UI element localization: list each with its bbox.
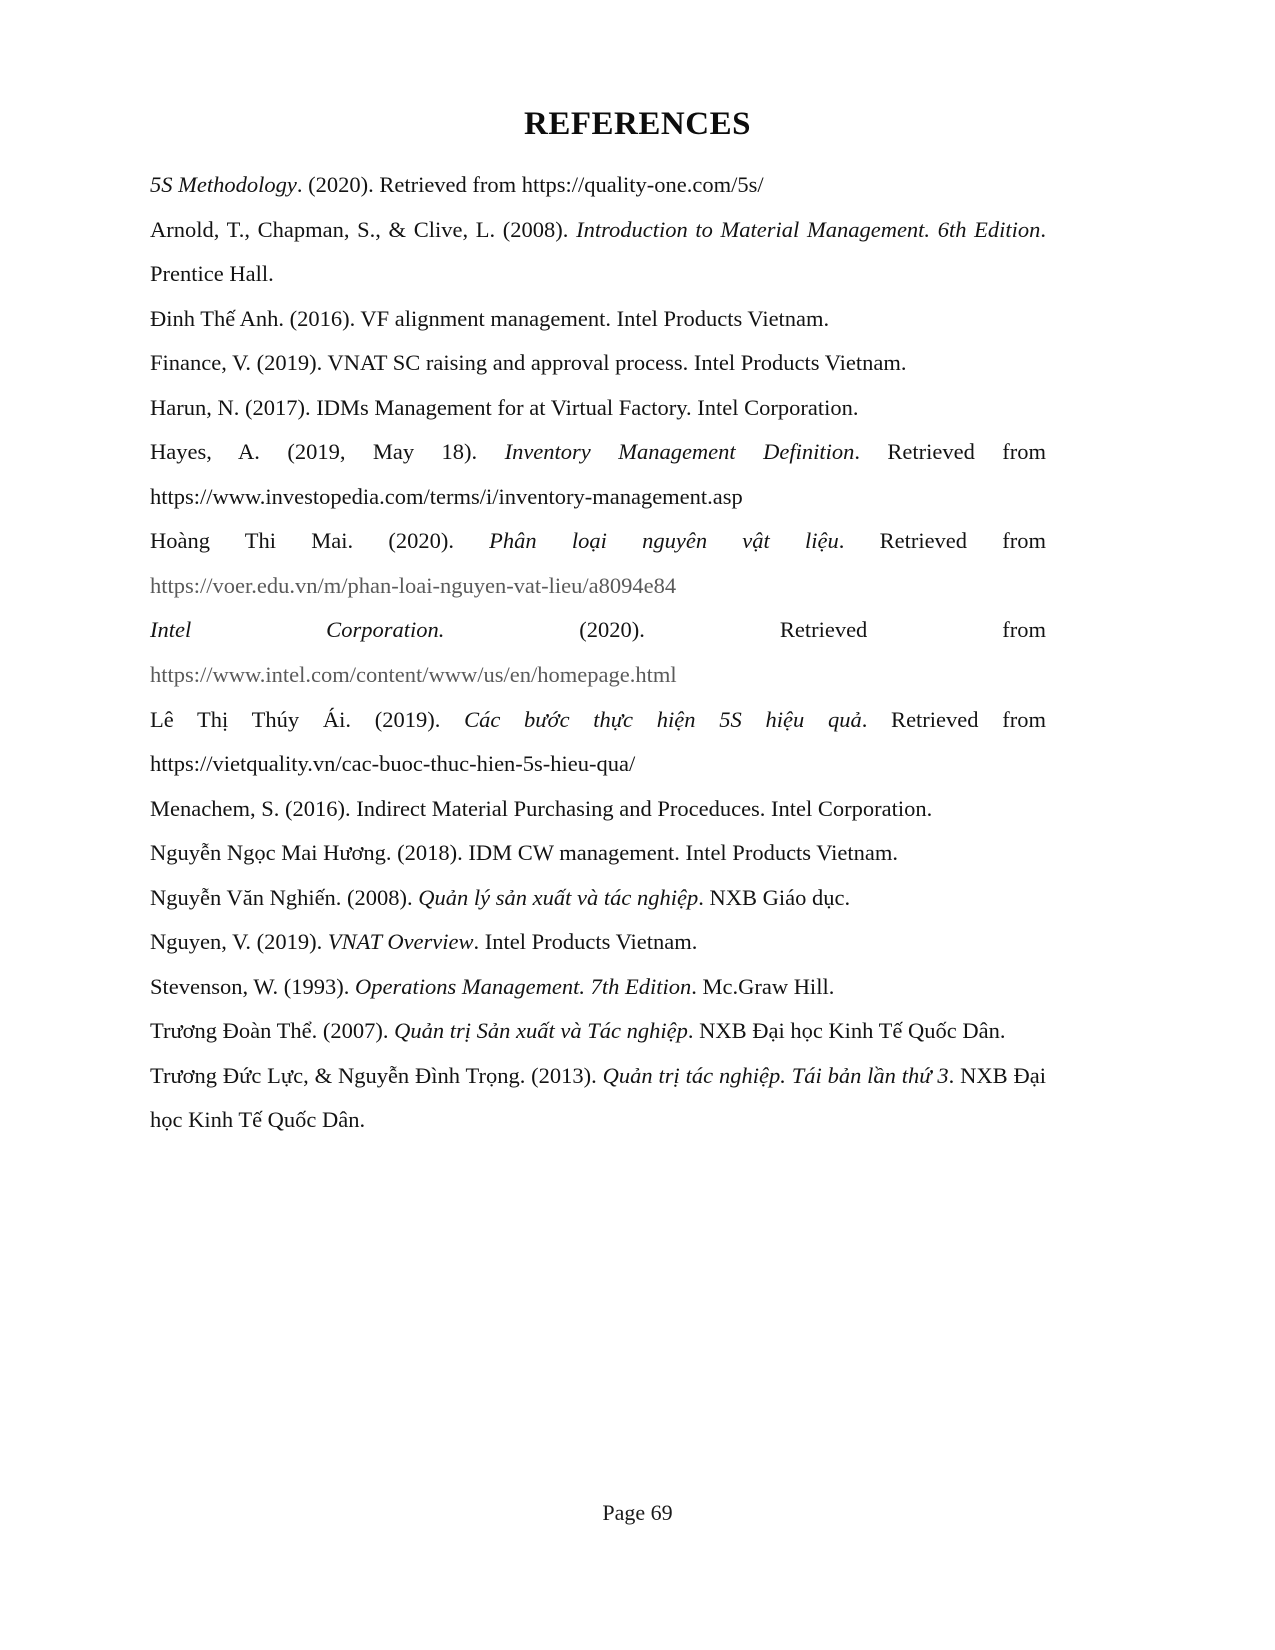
reference-entry bbox=[150, 163, 1046, 208]
reference-entry bbox=[150, 519, 1046, 564]
reference-text: Arnold, T., Chapman, S., & Clive, L. (2008). bbox=[150, 216, 577, 242]
reference-text: Stevenson, W. (1993). bbox=[150, 973, 355, 999]
reference-url[interactable] bbox=[150, 564, 1046, 609]
reference-text: . NXB Đại học Kinh Tế Quốc Dân. bbox=[150, 1062, 1047, 1133]
reference-text: . NXB Đại học Kinh Tế Quốc Dân. bbox=[687, 1018, 1006, 1044]
reference-text: . NXB Giáo dục. bbox=[698, 884, 851, 910]
reference-entry bbox=[150, 698, 1046, 743]
reference-text: (2020). Retrieved from bbox=[444, 617, 1046, 643]
reference-entry bbox=[150, 965, 1046, 1010]
reference-text: . Prentice Hall. bbox=[150, 216, 1047, 287]
reference-entry bbox=[150, 1009, 1046, 1054]
reference-entry bbox=[150, 1054, 1046, 1143]
reference-title-italic: Các bước thực hiện 5S hiệu quả bbox=[464, 706, 862, 732]
reference-entry bbox=[150, 208, 1046, 297]
reference-text: Nguyễn Ngọc Mai Hương. (2018). IDM CW management. Intel Products Vietnam. bbox=[150, 840, 899, 866]
reference-text: . (2020). Retrieved from https://quality-one.com/5s/ bbox=[296, 172, 764, 197]
reference-text: Nguyen, V. (2019). bbox=[150, 929, 328, 955]
reference-title-italic: Quản lý sản xuất và tác nghiệp bbox=[418, 884, 699, 910]
reference-text: Hayes, A. (2019, May 18). bbox=[150, 439, 505, 465]
reference-text: Nguyễn Văn Nghiến. (2008). bbox=[150, 884, 419, 910]
reference-entry bbox=[150, 787, 1046, 832]
reference-entry bbox=[150, 386, 1046, 431]
reference-text: . Retrieved from bbox=[838, 528, 1046, 554]
reference-title-italic: Phân loại nguyên vật liệu bbox=[489, 528, 839, 554]
reference-title-italic: Quản trị tác nghiệp. Tái bản lần thứ 3 bbox=[602, 1062, 949, 1088]
reference-title-italic: 5S Methodology bbox=[150, 172, 297, 197]
reference-text: Lê Thị Thúy Ái. (2019). bbox=[150, 706, 465, 732]
reference-title-italic: Intel Corporation. bbox=[150, 617, 445, 643]
reference-url-text: https://vietquality.vn/cac-buoc-thuc-hien-5s-hieu-qua/ bbox=[150, 751, 636, 777]
reference-url[interactable] bbox=[150, 653, 1046, 698]
reference-title-italic: Introduction to Material Management. 6th Edition bbox=[576, 216, 1041, 242]
reference-url[interactable] bbox=[150, 475, 1046, 520]
reference-title-italic: Operations Management. 7th Edition bbox=[355, 973, 692, 999]
reference-url-text: https://www.intel.com/content/www/us/en/homepage.html bbox=[150, 662, 677, 688]
reference-title-italic: Quản trị Sản xuất và Tác nghiệp bbox=[394, 1018, 688, 1044]
reference-entry bbox=[150, 341, 1046, 386]
reference-entry bbox=[150, 876, 1046, 921]
reference-entry bbox=[150, 920, 1046, 965]
reference-url-text: https://voer.edu.vn/m/phan-loai-nguyen-vat-lieu/a8094e84 bbox=[150, 572, 677, 598]
reference-text: . Retrieved from bbox=[861, 706, 1046, 732]
page-footer: Page 69 bbox=[602, 1500, 673, 1525]
references-list bbox=[150, 163, 1046, 1143]
reference-text: . Intel Products Vietnam. bbox=[473, 929, 698, 955]
reference-entry bbox=[150, 297, 1046, 342]
reference-text: Menachem, S. (2016). Indirect Material Purchasing and Proceduces. Intel Corporation. bbox=[150, 795, 933, 821]
reference-text: . Mc.Graw Hill. bbox=[691, 973, 835, 999]
reference-url[interactable] bbox=[150, 742, 1046, 787]
reference-entry bbox=[150, 430, 1046, 475]
reference-text: . Retrieved from bbox=[854, 439, 1047, 465]
reference-title-italic: VNAT Overview bbox=[327, 929, 474, 955]
reference-title-italic: Inventory Management Definition bbox=[504, 439, 855, 465]
reference-text: Hoàng Thi Mai. (2020). bbox=[150, 528, 490, 554]
reference-entry bbox=[150, 608, 1046, 653]
reference-text: Đinh Thế Anh. (2016). VF alignment management. Intel Products Vietnam. bbox=[150, 305, 830, 331]
reference-url-text: https://www.investopedia.com/terms/i/inventory-management.asp bbox=[150, 483, 743, 509]
reference-text: Trương Đức Lực, & Nguyễn Đình Trọng. (2013). bbox=[150, 1062, 603, 1088]
reference-text: Harun, N. (2017). IDMs Management for at Virtual Factory. Intel Corporation. bbox=[150, 394, 859, 420]
page-title: REFERENCES bbox=[524, 106, 751, 143]
reference-text: Finance, V. (2019). VNAT SC raising and approval process. Intel Products Vietnam. bbox=[150, 350, 907, 376]
reference-text: Trương Đoàn Thể. (2007). bbox=[150, 1018, 395, 1044]
reference-entry bbox=[150, 831, 1046, 876]
